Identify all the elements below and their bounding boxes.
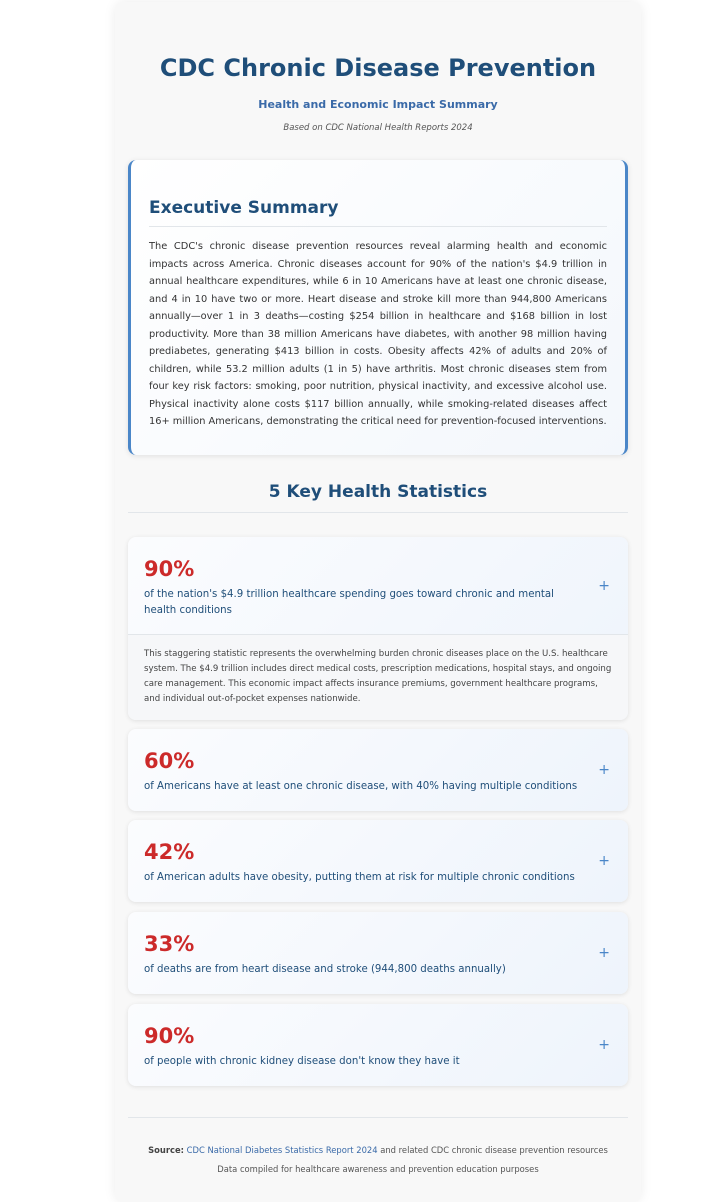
stat-card-header[interactable] [128,537,628,634]
page-container [115,2,641,1202]
footer-note: Data compiled for healthcare awareness and prevention education purposes [217,1164,539,1174]
stat-card-header[interactable] [128,912,628,994]
footer-source-label: Source: [148,1145,184,1155]
stat-card-header[interactable] [128,729,628,811]
stats-section-title: 5 Key Health Statistics [128,482,628,513]
stat-card-header[interactable] [128,1004,628,1086]
plus-icon[interactable]: + [598,1037,610,1053]
stat-card[interactable] [128,912,628,994]
stat-percent: 90% [144,557,195,581]
footer-source-line [128,1145,628,1155]
executive-summary-card [128,160,628,455]
summary-title: Executive Summary [149,198,607,227]
stat-detail: This staggering statistic represents the overwhelming burden chronic diseases place on the U.S. healthcare system. The $4.9 trillion includes direct medical costs, prescription medications, hospital stays, and ongoing care management. This economic impact affects insurance premiums, government healthcare programs, and individual out-of-pocket expenses nationwide. [128,634,628,720]
footer-source-link[interactable]: CDC National Diabetes Statistics Report 2024 [186,1145,378,1155]
summary-text: The CDC's chronic disease prevention resources reveal alarming health and economic impacts across America. Chronic diseases account for 90% of the nation's $4.9 trillion in annual healthcare expenditures, while 6 in 10 Americans have at least one chronic disease, and 4 in 10 have two or more. Heart disease and stroke kill more than 944,800 Americans annually—over 1 in 3 deaths—costing $254 billion in healthcare and $168 billion in lost productivity. More than 38 million Americans have diabetes, with another 98 million having prediabetes, generating $413 billion in costs. Obesity affects 42% of adults and 20% of children, while 53.2 million adults (1 in 5) have arthritis. Most chronic diseases stem from four key risk factors: smoking, poor nutrition, physical inactivity, and excessive alcohol use. Physical inactivity alone costs $117 billion annually, while smoking-related diseases affect 16+ million Americans, demonstrating the critical need for prevention-focused interventions. [149,241,607,427]
stat-card[interactable] [128,729,628,811]
stat-card[interactable] [128,537,628,720]
plus-icon[interactable]: + [598,577,610,594]
stat-description: of deaths are from heart disease and stroke (944,800 deaths annually) [144,964,506,975]
plus-icon[interactable]: + [598,945,610,961]
stat-card[interactable] [128,820,628,902]
page-title: CDC Chronic Disease Prevention [159,54,597,82]
stat-card[interactable] [128,1004,628,1086]
stat-description: of Americans have at least one chronic disease, with 40% having multiple conditions [144,781,578,792]
footer-source-suffix: and related CDC chronic disease prevention resources [380,1145,608,1155]
stat-description: of the nation's $4.9 trillion healthcare spending goes toward chronic and mental health conditions [144,589,554,616]
stat-percent: 33% [144,932,195,956]
plus-icon[interactable]: + [598,853,610,869]
source-note: Based on CDC National Health Reports 2024 [283,123,473,133]
plus-icon[interactable]: + [598,762,610,778]
stat-card-header[interactable] [128,820,628,902]
stat-percent: 60% [144,749,195,773]
stat-percent: 90% [144,1024,195,1048]
stat-percent: 42% [144,840,195,864]
page-subtitle: Health and Economic Impact Summary [258,98,498,111]
page-header [115,2,641,133]
stat-description: of people with chronic kidney disease don't know they have it [144,1056,460,1067]
page-footer [128,1117,628,1174]
stat-description: of American adults have obesity, putting them at risk for multiple chronic conditions [144,872,575,883]
